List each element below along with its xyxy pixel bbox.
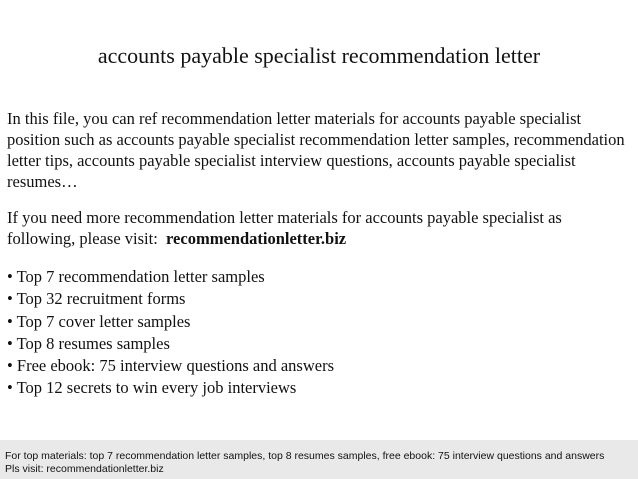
more-materials-paragraph <box>7 207 633 249</box>
intro-paragraph: In this file, you can ref recommendation letter materials for accounts payable specialist position such as accounts payable specialist recommendation letter samples, recommendation letter tips, accounts payable specialist interview questions, accounts payable specialist resumes… <box>7 109 625 191</box>
footer-line-1: For top materials: top 7 recommendation letter samples, top 8 resumes samples, free ebook: 75 interview questions and answers <box>5 450 605 462</box>
list-item: • Top 32 recruitment forms <box>7 289 186 309</box>
more-materials-text: If you need more recommendation letter materials for accounts payable specialist as following, please visit: <box>7 208 562 248</box>
footer-line-2[interactable]: Pls visit: recommendationletter.biz <box>5 463 164 475</box>
list-item: • Top 8 resumes samples <box>7 333 170 353</box>
list-item: • Free ebook: 75 interview questions and answers <box>7 356 334 376</box>
website-link[interactable]: recommendationletter.biz <box>166 229 347 248</box>
list-item: • Top 7 recommendation letter samples <box>7 267 265 286</box>
slide-title: accounts payable specialist recommendation letter <box>97 43 541 68</box>
footer-bar <box>0 440 638 479</box>
resource-list <box>7 266 633 400</box>
list-item: • Top 12 secrets to win every job interviews <box>7 378 297 398</box>
list-item: • Top 7 cover letter samples <box>7 311 191 331</box>
